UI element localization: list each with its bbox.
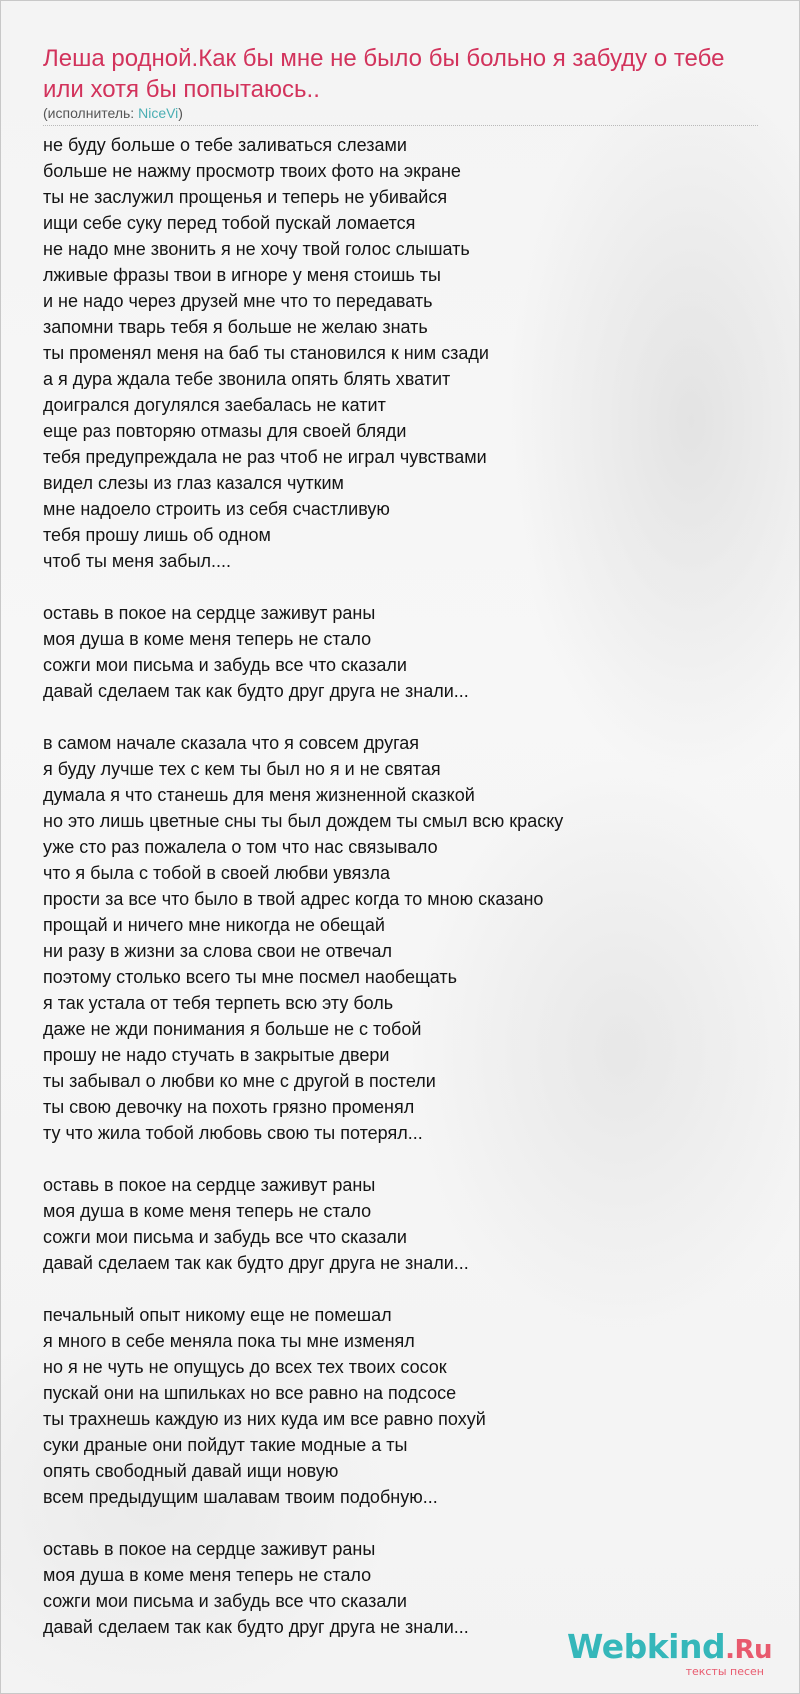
lyric-line: ищи себе суку перед тобой пускай ломается: [43, 213, 416, 233]
lyric-line: но я не чуть не опущусь до всех тех твоих сосок: [43, 1357, 447, 1377]
lyric-line: давай сделаем так как будто друг друга не знали...: [43, 1253, 469, 1273]
lyric-line: опять свободный давай ищи новую: [43, 1461, 339, 1481]
lyric-line: мне надоело строить из себя счастливую: [43, 499, 390, 519]
lyric-line: моя душа в коме меня теперь не стало: [43, 629, 372, 649]
performer-credit: [43, 104, 183, 122]
lyric-line: тебя предупреждала не раз чтоб не играл чувствами: [43, 447, 487, 467]
lyric-line: тебя прошу лишь об одном: [43, 525, 271, 545]
performer-close: ): [178, 105, 183, 121]
artist-link[interactable]: NiceVi: [138, 105, 179, 121]
song-title: Леша родной.Как бы мне не было бы больно я забуду о тебе или хотя бы попытаюсь..: [43, 45, 725, 103]
lyric-line: пускай они на шпильках но все равно на подсосе: [43, 1383, 457, 1403]
lyric-line: оставь в покое на сердце заживут раны: [43, 1539, 376, 1559]
lyrics-stanza: [43, 1172, 763, 1276]
lyric-line: оставь в покое на сердце заживут раны: [43, 1175, 376, 1195]
lyric-line: суки драные они пойдут такие модные а ты: [43, 1435, 408, 1455]
site-logo[interactable]: [567, 1629, 772, 1678]
lyric-line: моя душа в коме меня теперь не стало: [43, 1201, 372, 1221]
lyric-line: запомни тварь тебя я больше не желаю знать: [43, 317, 428, 337]
lyrics-stanza: [43, 600, 763, 704]
lyric-line: больше не нажму просмотр твоих фото на экране: [43, 161, 461, 181]
lyric-line: прощай и ничего мне никогда не обещай: [43, 915, 385, 935]
lyric-line: ту что жила тобой любовь свою ты потерял...: [43, 1123, 423, 1143]
lyric-line: ты забывал о любви ко мне с другой в постели: [43, 1071, 436, 1091]
lyric-line: всем предыдущим шалавам твоим подобную...: [43, 1487, 438, 1507]
lyric-line: но это лишь цветные сны ты был дождем ты смыл всю краску: [43, 811, 564, 831]
lyric-line: моя душа в коме меня теперь не стало: [43, 1565, 372, 1585]
lyric-line: еще раз повторяю отмазы для своей бляди: [43, 421, 407, 441]
lyric-line: видел слезы из глаз казался чутким: [43, 473, 344, 493]
lyric-line: доигрался догулялся заебалась не катит: [43, 395, 386, 415]
lyric-line: лживые фразы твои в игноре у меня стоишь ты: [43, 265, 441, 285]
lyric-line: не буду больше о тебе заливаться слезами: [43, 135, 407, 155]
title-divider: [43, 125, 758, 126]
lyric-line: поэтому столько всего ты мне посмел наобещать: [43, 967, 458, 987]
lyric-line: думала я что станешь для меня жизненной сказкой: [43, 785, 475, 805]
lyric-line: ты не заслужил прощенья и теперь не убивайся: [43, 187, 448, 207]
lyric-line: прости за все что было в твой адрес когда то мною сказано: [43, 889, 544, 909]
logo-tagline: тексты песен: [685, 1665, 764, 1678]
lyrics-stanza: [43, 730, 763, 1146]
lyric-line: я так устала от тебя терпеть всю эту боль: [43, 993, 394, 1013]
lyric-line: ты трахнешь каждую из них куда им все равно похуй: [43, 1409, 486, 1429]
lyric-line: я буду лучше тех с кем ты был но я и не святая: [43, 759, 441, 779]
lyric-line: сожги мои письма и забудь все что сказали: [43, 655, 407, 675]
lyric-line: я много в себе меняла пока ты мне изменял: [43, 1331, 415, 1351]
lyric-line: а я дура ждала тебе звонила опять блять хватит: [43, 369, 451, 389]
logo-wordmark: [567, 1629, 772, 1668]
lyric-line: давай сделаем так как будто друг друга не знали...: [43, 1617, 469, 1637]
lyric-line: что я была с тобой в своей любви увязла: [43, 863, 390, 883]
lyric-line: чтоб ты меня забыл....: [43, 551, 232, 571]
lyric-line: не надо мне звонить я не хочу твой голос слышать: [43, 239, 470, 259]
lyrics-body: [43, 132, 763, 1666]
lyric-line: давай сделаем так как будто друг друга не знали...: [43, 681, 469, 701]
lyric-line: прошу не надо стучать в закрытые двери: [43, 1045, 390, 1065]
lyric-line: ни разу в жизни за слова свои не отвечал: [43, 941, 393, 961]
lyric-line: сожги мои письма и забудь все что сказали: [43, 1591, 407, 1611]
lyrics-stanza: [43, 1536, 763, 1640]
lyric-line: ты променял меня на баб ты становился к ним сзади: [43, 343, 489, 363]
lyric-line: в самом начале сказала что я совсем другая: [43, 733, 420, 753]
logo-brand: Webkind: [566, 1627, 726, 1666]
lyric-line: печальный опыт никому еще не помешал: [43, 1305, 392, 1325]
lyric-line: оставь в покое на сердце заживут раны: [43, 603, 376, 623]
lyric-line: уже сто раз пожалела о том что нас связывало: [43, 837, 438, 857]
lyrics-stanza: [43, 1302, 763, 1510]
lyric-line: и не надо через друзей мне что то передавать: [43, 291, 433, 311]
lyrics-stanza: [43, 132, 763, 574]
lyric-line: сожги мои письма и забудь все что сказали: [43, 1227, 407, 1247]
logo-tld: .Ru: [725, 1635, 772, 1665]
lyric-line: даже не жди понимания я больше не с тобой: [43, 1019, 422, 1039]
lyric-line: ты свою девочку на похоть грязно променял: [43, 1097, 415, 1117]
performer-label: (исполнитель:: [43, 105, 139, 121]
